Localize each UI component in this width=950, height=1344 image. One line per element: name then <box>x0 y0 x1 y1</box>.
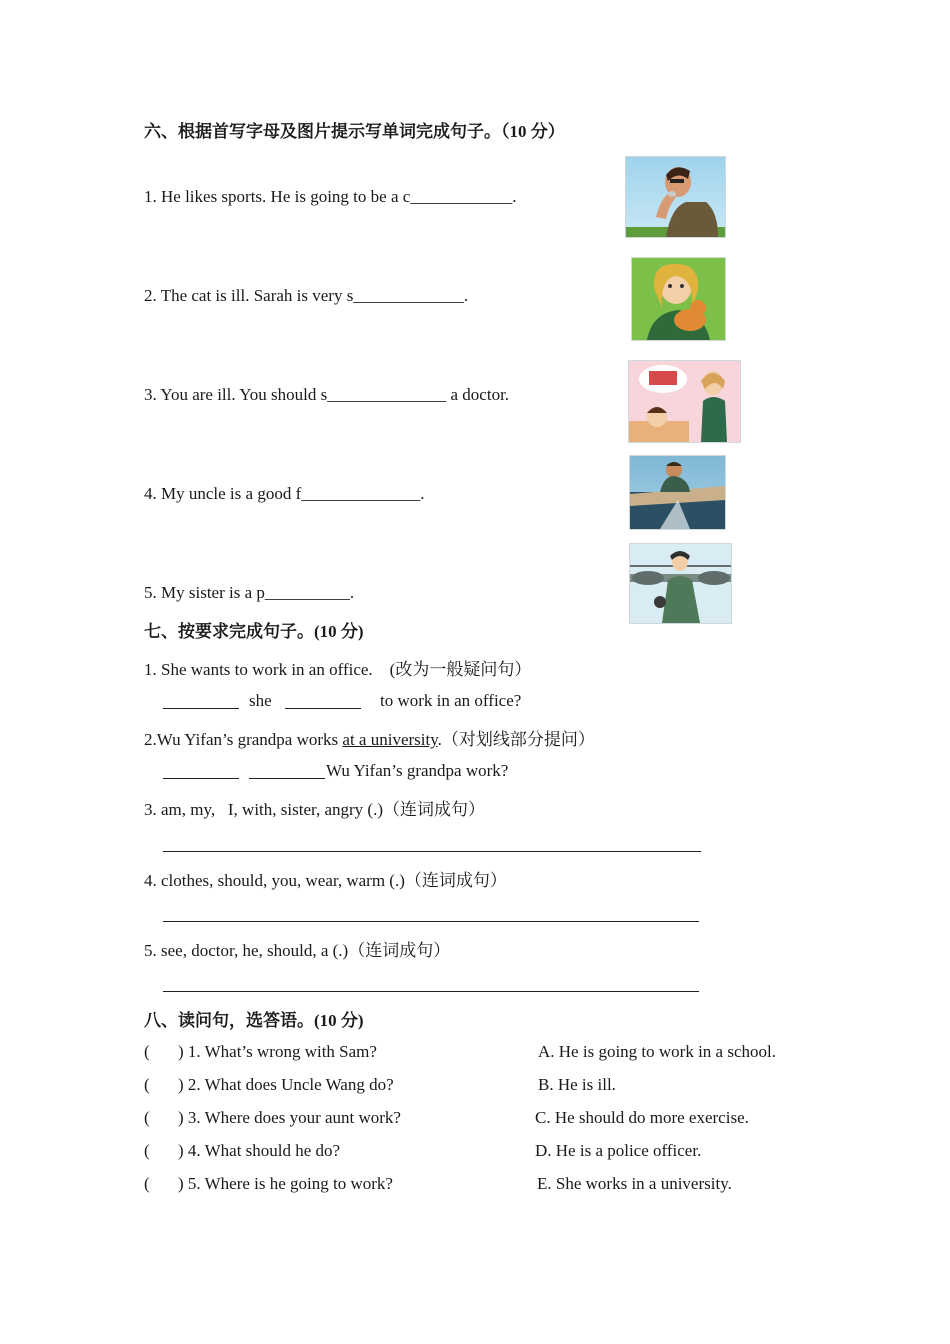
section-6-item-4: 4. My uncle is a good f______________. <box>144 484 425 503</box>
section-7-heading: 七、按要求完成句子。(10 分) <box>144 622 364 641</box>
section-7-question-3: 3. am, my, I, with, sister, angry (.)（连词成句） <box>144 800 486 819</box>
answer-line[interactable] <box>163 921 699 922</box>
coach-whistle-picture <box>625 156 726 238</box>
section-8-question-5: ) 5. Where is he going to work? <box>178 1174 393 1193</box>
girl-holding-cat-picture <box>631 257 726 341</box>
section-8-answer-d: D. He is a police officer. <box>535 1141 702 1160</box>
section-7-question-1: 1. She wants to work in an office. (改为一般疑问句） <box>144 660 532 679</box>
section-8-answer-a: A. He is going to work in a school. <box>538 1042 776 1061</box>
section-8-question-4: ) 4. What should he do? <box>178 1141 341 1160</box>
section-7-question-5: 5. see, doctor, he, should, a (.)（连词成句） <box>144 941 451 960</box>
answer-paren[interactable]: ( <box>144 1174 150 1193</box>
section-8-heading: 八、读问句，选答语。(10 分) <box>144 1011 364 1030</box>
section-8-answer-c: C. He should do more exercise. <box>535 1108 749 1127</box>
answer-line[interactable] <box>163 991 699 992</box>
answer-paren[interactable]: ( <box>144 1075 150 1094</box>
section-6-item-3: 3. You are ill. You should s______________ a doctor. <box>144 385 510 404</box>
section-6-item-5: 5. My sister is a p__________. <box>144 583 355 602</box>
answer-paren[interactable]: ( <box>144 1141 150 1160</box>
answer-blank[interactable] <box>249 778 325 779</box>
section-7-question-4: 4. clothes, should, you, wear, warm (.)（连词成句） <box>144 871 507 890</box>
section-7-q2-answer: Wu Yifan’s grandpa work? <box>326 761 509 780</box>
answer-paren[interactable]: ( <box>144 1108 150 1127</box>
pilot-picture <box>629 543 732 624</box>
fisherman-picture <box>629 455 726 530</box>
section-7-q2-pre: 2.Wu Yifan’s grandpa works <box>144 730 343 749</box>
answer-paren[interactable]: ( <box>144 1042 150 1061</box>
section-7-q2-post: .（对划线部分提问） <box>437 730 595 749</box>
answer-blank[interactable] <box>163 778 239 779</box>
section-8-question-1: ) 1. What’s wrong with Sam? <box>178 1042 377 1061</box>
section-6-heading: 六、根据首写字母及图片提示写单词完成句子。（10 分） <box>144 122 565 141</box>
section-8-answer-e: E. She works in a university. <box>537 1174 732 1193</box>
section-8-answer-b: B. He is ill. <box>538 1075 616 1094</box>
answer-blank[interactable] <box>163 708 239 709</box>
section-8-question-2: ) 2. What does Uncle Wang do? <box>178 1075 394 1094</box>
answer-blank[interactable] <box>285 708 361 709</box>
section-6-item-1: 1. He likes sports. He is going to be a c____________. <box>144 187 517 206</box>
section-7-q1-rest: to work in an office? <box>380 691 522 710</box>
section-7-question-2 <box>144 725 595 750</box>
teacher-and-boy-picture <box>628 360 741 443</box>
answer-line[interactable] <box>163 851 701 852</box>
underlined-phrase: at a university <box>342 730 438 749</box>
section-8-question-3: ) 3. Where does your aunt work? <box>178 1108 401 1127</box>
section-6-item-2: 2. The cat is ill. Sarah is very s_____________. <box>144 286 469 305</box>
section-7-q1-word-she: she <box>249 691 272 710</box>
